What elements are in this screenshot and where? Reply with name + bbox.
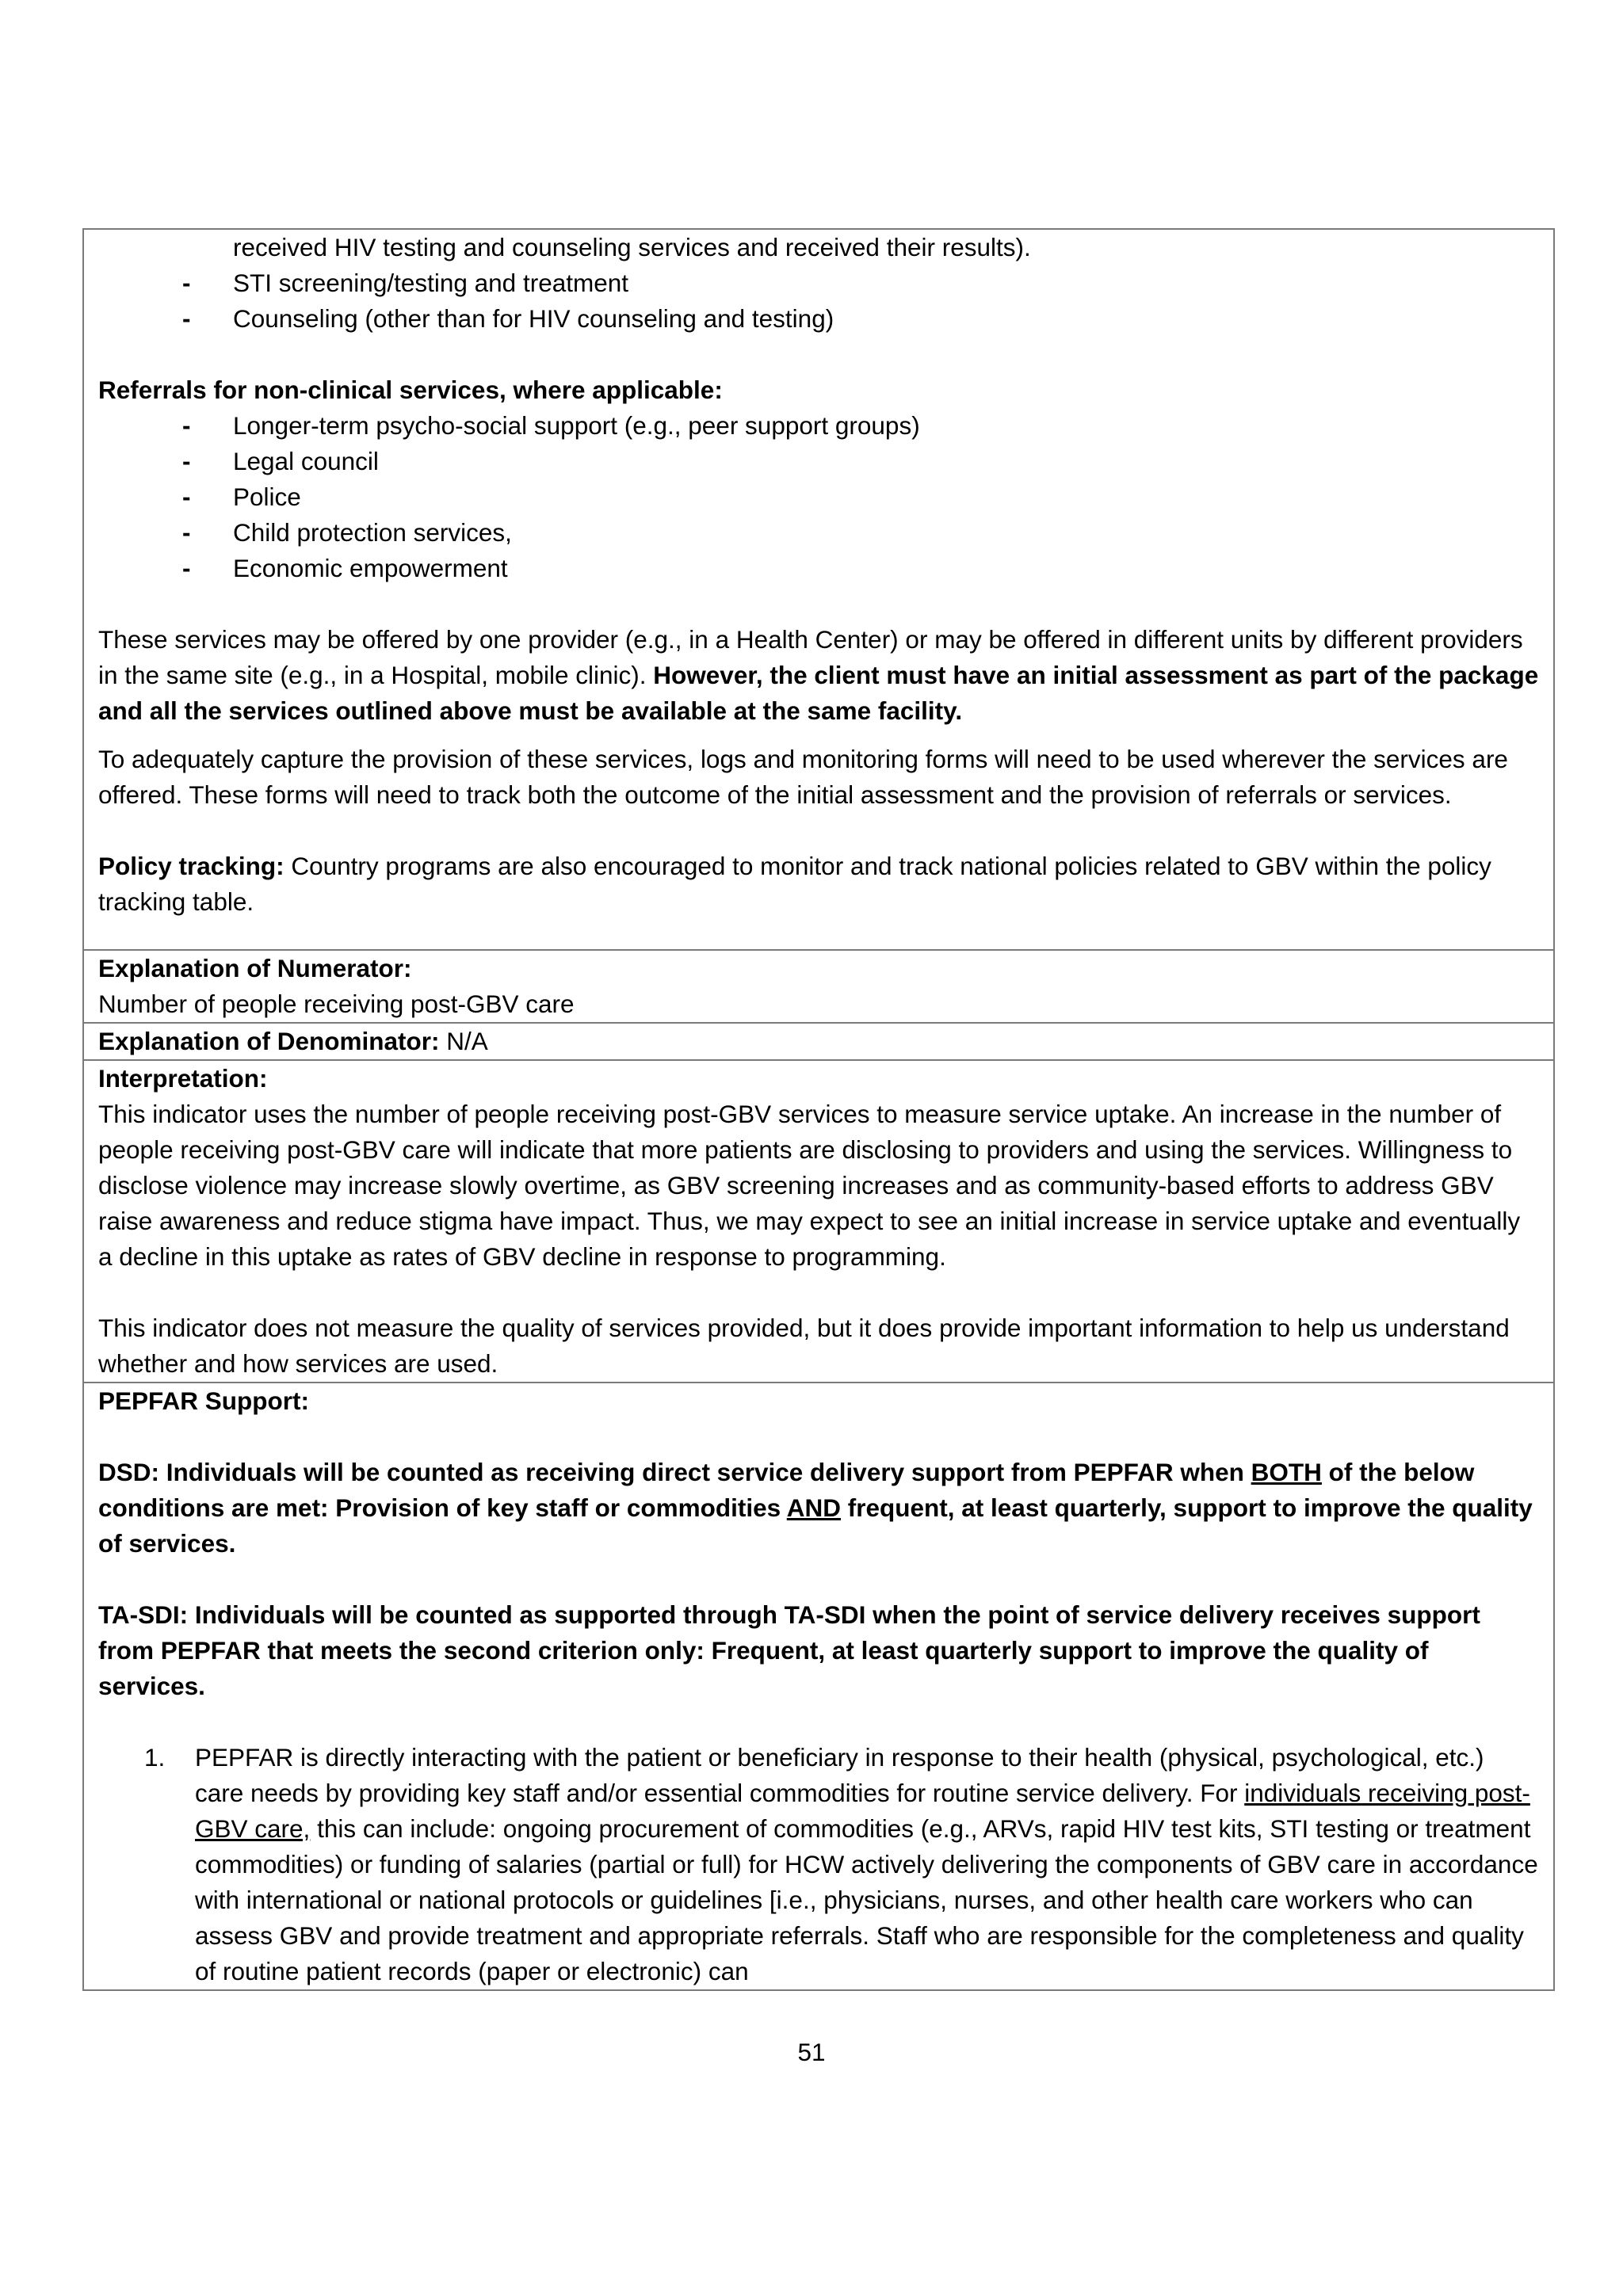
list-number: 1. — [144, 1743, 166, 1772]
pepfar-label: PEPFAR Support: — [98, 1386, 309, 1415]
policy-paragraph: Policy tracking: Country programs are also encouraged to monitor and track national policies related to GBV within the policy tracking table. — [98, 852, 1491, 916]
services-cell — [83, 229, 1554, 950]
tasdi-paragraph: TA-SDI: Individuals will be counted as supported through TA-SDI when the point of service delivery receives support from PEPFAR that meets the second criterion only: Frequent, at least quarterly support to improve the quality of services. — [98, 1600, 1480, 1700]
list-item: 1. PEPFAR is directly interacting with the patient or beneficiary in response to their health (physical, psychological, etc.) care needs by providing key staff and/or essential commodities for routine service delivery. For individuals receiving post-GBV care, this can include: ongoing procurement of commodities (e.g., ARVs, rapid HIV test kits, STI testing or treatment commodities) or funding of salaries (partial or full) for HCW actively delivering the components of GBV care in accordance with international or national protocols or guidelines [i.e., physicians, nurses, and other health care workers who can assess GBV and provide treatment and appropriate referrals. Staff who are responsible for the completeness and quality of routine patient records (paper or electronic) can — [98, 1740, 1539, 1989]
list-item: - Counseling (other than for HIV counseling and testing) — [98, 301, 1539, 337]
indicator-table — [82, 228, 1555, 1991]
dsd-paragraph: DSD: Individuals will be counted as receiving direct service delivery support from PEPFAR when BOTH of the below conditions are met: Provision of key staff or commodities AND frequent, at least quarterly, support to improve the quality of services. — [98, 1458, 1533, 1558]
capture-paragraph: To adequately capture the provision of these services, logs and monitoring forms will need to be used wherever the services are offered. These forms will need to track both the outcome of the initial assessment and the provision of referrals or services. — [98, 745, 1508, 809]
denominator-label: Explanation of Denominator: — [98, 1027, 440, 1055]
pepfar-cell — [83, 1383, 1554, 1990]
dash-bullet: - — [182, 269, 191, 297]
interpretation-row — [83, 1060, 1554, 1383]
list-item: - STI screening/testing and treatment — [98, 265, 1539, 301]
denominator-cell — [83, 1023, 1554, 1060]
interpretation-label: Interpretation: — [98, 1064, 268, 1093]
underlined-term: individuals receiving post-GBV care, — [195, 1779, 1530, 1843]
services-row — [83, 229, 1554, 950]
nonclinical-services-list — [98, 408, 1539, 586]
page-number: 51 — [797, 2038, 826, 2066]
dash-bullet: - — [182, 304, 191, 333]
denominator-row — [83, 1023, 1554, 1060]
pepfar-criteria-list — [98, 1740, 1539, 1989]
list-item: - Police — [98, 479, 1539, 515]
providers-paragraph: These services may be offered by one provider (e.g., in a Health Center) or may be offered in different units by different providers in the same site (e.g., in a Hospital, mobile clinic). However, the client must have an initial assessment as part of the package and all the services outlined above must be available at the same facility. — [98, 625, 1539, 725]
list-item: - Longer-term psycho-social support (e.g., peer support groups) — [98, 408, 1539, 444]
interpretation-cell — [83, 1060, 1554, 1383]
interpretation-paragraph-2: This indicator does not measure the quality of services provided, but it does provide important information to help us understand whether and how services are used. — [98, 1314, 1510, 1378]
pepfar-row — [83, 1383, 1554, 1990]
dash-bullet: - — [182, 518, 191, 547]
dash-bullet: - — [182, 411, 191, 440]
numerator-cell — [83, 950, 1554, 1023]
numerator-row — [83, 950, 1554, 1023]
list-item: - Economic empowerment — [98, 551, 1539, 586]
clinical-services-list — [98, 265, 1539, 337]
dash-bullet: - — [182, 482, 191, 511]
numerator-text: Number of people receiving post-GBV care — [98, 990, 575, 1018]
list-item: - Child protection services, — [98, 515, 1539, 551]
interpretation-paragraph-1: This indicator uses the number of people receiving post-GBV services to measure service uptake. An increase in the number of people receiving post-GBV care will indicate that more patients are disclosing to providers and using the services. Willingness to disclose violence may increase slowly overtime, as GBV screening increases and as community-based efforts to address GBV raise awareness and reduce stigma have impact. Thus, we may expect to see an initial increase in service uptake and eventually a decline in this uptake as rates of GBV decline in response to programming. — [98, 1100, 1521, 1271]
dash-bullet: - — [182, 447, 191, 475]
dash-bullet: - — [182, 554, 191, 582]
list-item: - Legal council — [98, 444, 1539, 479]
continuation-text: received HIV testing and counseling services and received their results). — [233, 233, 1031, 261]
policy-label: Policy tracking: — [98, 852, 285, 880]
numerator-label: Explanation of Numerator: — [98, 954, 412, 982]
denominator-text: N/A — [439, 1027, 488, 1055]
nonclinical-heading: Referrals for non-clinical services, where applicable: — [98, 376, 723, 404]
